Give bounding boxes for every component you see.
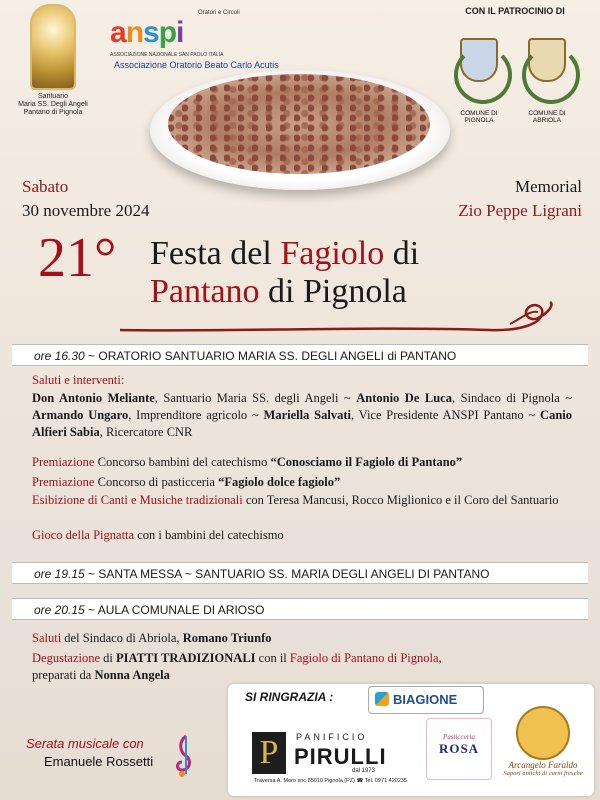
activity-title: “Conosciamo il Fagiolo di Pantano” xyxy=(270,455,463,469)
association-name: Associazione Oratorio Beato Carlo Acutis xyxy=(114,60,279,70)
activity-desc: del Sindaco di Abriola, xyxy=(61,631,183,645)
faraldo-name: Arcangelo Faraldo xyxy=(508,760,578,770)
patronage-block xyxy=(440,6,590,124)
title-highlight: Pantano xyxy=(150,273,260,310)
anspi-letter: i xyxy=(176,16,184,49)
activity-desc: di xyxy=(100,651,117,665)
schedule-location: ~ AULA COMUNALE DI ARIOSO xyxy=(84,603,265,617)
event-day: Sabato xyxy=(22,177,69,196)
degustazione xyxy=(32,650,572,684)
patronage-title: CON IL PATROCINIO DI xyxy=(465,6,565,16)
santuario-logo xyxy=(14,4,92,124)
esibizione xyxy=(32,492,572,509)
premiazione-1 xyxy=(32,454,572,471)
title-part: di xyxy=(384,235,420,272)
biagione-icon xyxy=(375,692,389,706)
pignola-crest-icon xyxy=(452,26,506,124)
panificio-label: PANIFICIO xyxy=(296,732,368,742)
speaker-name: Mariella Salvati xyxy=(263,408,351,422)
faraldo-tagline: Sapori antichi di carni fresche xyxy=(503,770,583,777)
speaker-role: , Imprenditore agricolo ~ xyxy=(128,408,264,422)
schedule-location: ~ SANTA MESSA ~ SANTUARIO SS. MARIA DEGLI ANGELI DI PANTANO xyxy=(84,567,490,581)
activity-highlight: Fagiolo di Pantano di Pignola xyxy=(289,651,439,665)
speaker-role: , Sindaco di Pignola ~ xyxy=(451,391,572,405)
memorial-block xyxy=(458,175,582,223)
memorial-label: Memorial xyxy=(514,177,582,196)
speaker-name: Nonna Angela xyxy=(94,668,170,682)
activity-label: Premiazione xyxy=(32,455,95,469)
memorial-name: Zio Peppe Ligrani xyxy=(458,201,582,220)
beans-image xyxy=(168,74,430,174)
event-title-line1 xyxy=(150,236,419,272)
madonna-statue-icon xyxy=(30,4,76,90)
saluti-body xyxy=(32,390,572,441)
activity-desc: preparati da xyxy=(32,668,95,682)
faraldo-emblem-icon xyxy=(516,706,570,760)
biagione-logo xyxy=(368,686,484,714)
anspi-letter: s xyxy=(143,16,159,49)
event-full-date: 30 novembre 2024 xyxy=(22,201,150,220)
pirulli-name: PIRULLI xyxy=(294,744,387,769)
title-part: di Pignola xyxy=(259,273,407,310)
activity-label: Degustazione xyxy=(32,651,101,665)
activity-desc: con i bambini del catechismo xyxy=(134,528,284,542)
faraldo-logo xyxy=(496,706,590,792)
schedule-time: ore 19.15 xyxy=(34,567,85,581)
title-part: Festa del xyxy=(150,235,281,272)
abriola-crest-icon xyxy=(520,26,574,124)
event-date xyxy=(22,175,149,223)
speaker-role: , Vice Presidente ANSPI Pantano ~ xyxy=(350,408,541,422)
pirulli-p-icon: P xyxy=(252,732,286,774)
activity-label: Esibizione di Canti e Musiche tradizionali xyxy=(32,493,243,507)
pirulli-logo xyxy=(236,718,420,790)
pirulli-address: Traversa A. Moro snc 85010 Pignola (PZ) ☎ Tel. 0971 420235 xyxy=(254,778,407,784)
activity-label: Gioco della Pignatta xyxy=(32,528,135,542)
schedule-band-1630 xyxy=(12,344,588,366)
musical-evening-label: Serata musicale con xyxy=(26,736,144,751)
speaker-name: Canio Alfieri Sabia xyxy=(32,408,572,439)
activity-label: Premiazione xyxy=(32,475,95,489)
activity-desc: con Teresa Mancusi, Rocco Miglionico e il Coro del Santuario xyxy=(242,493,559,507)
anspi-tagline: Oratori e Circoli xyxy=(198,10,240,16)
speaker-role: , Santuario Maria SS. degli Angeli ~ xyxy=(154,391,357,405)
schedule-time: ore 20.15 xyxy=(34,603,85,617)
anspi-letter: a xyxy=(110,16,126,49)
rosa-small-label: Pasticceria xyxy=(443,733,475,741)
schedule-band-1915 xyxy=(12,562,588,584)
activity-desc: Concorso bambini del catechismo xyxy=(94,455,271,469)
speaker-role: , Ricercatore CNR xyxy=(99,425,193,439)
activity-label: Saluti xyxy=(32,631,62,645)
rosa-logo xyxy=(426,718,492,780)
anspi-wordmark xyxy=(110,16,183,50)
speaker-name: Don Antonio Meliante xyxy=(32,391,155,405)
speaker-name: Romano Triunfo xyxy=(182,631,272,645)
speaker-name: Armando Ungaro xyxy=(32,408,129,422)
punctuation: , xyxy=(438,651,442,665)
gioco-pignatta xyxy=(32,527,572,544)
saluti-heading: Saluti e interventi: xyxy=(32,373,125,387)
activity-desc: con il xyxy=(255,651,290,665)
comune-pignola-label: COMUNE DI PIGNOLA xyxy=(460,110,498,124)
anspi-subtitle: ASSOCIAZIONE NAZIONALE SAN PAOLO ITALIA xyxy=(110,52,224,58)
activity-title: PIATTI TRADIZIONALI xyxy=(116,651,256,665)
pirulli-since: dal 1973 xyxy=(352,768,376,774)
musician-name: Emanuele Rossetti xyxy=(44,754,154,769)
decorative-swirl-icon xyxy=(110,300,560,340)
premiazione-2 xyxy=(32,474,572,491)
activity-desc: Concorso di pasticceria xyxy=(94,475,219,489)
schedule-band-2015 xyxy=(12,598,588,620)
schedule-time: ore 16.30 xyxy=(34,349,85,363)
santuario-caption: Santuario Maria SS. Degli Angeli Pantano di Pignola xyxy=(18,93,88,116)
anspi-letter: p xyxy=(158,16,177,49)
activity-title: “Fagiolo dolce fagiolo” xyxy=(218,475,341,489)
title-highlight: Fagiolo xyxy=(280,235,385,272)
comune-abriola-label: COMUNE DI ABRIOLA xyxy=(528,110,566,124)
treble-clef-icon xyxy=(168,732,204,778)
thanks-label: SI RINGRAZIA : xyxy=(245,690,334,704)
saluti-sindaco xyxy=(32,630,572,647)
biagione-name: BIAGIONE xyxy=(393,692,458,707)
speaker-name: Antonio De Luca xyxy=(356,391,452,405)
edition-number: 21° xyxy=(38,227,117,289)
anspi-letter: n xyxy=(125,16,144,49)
rosa-name: ROSA xyxy=(438,741,480,756)
schedule-location: ~ ORATORIO SANTUARIO MARIA SS. DEGLI ANGELI di PANTANO xyxy=(84,349,457,363)
